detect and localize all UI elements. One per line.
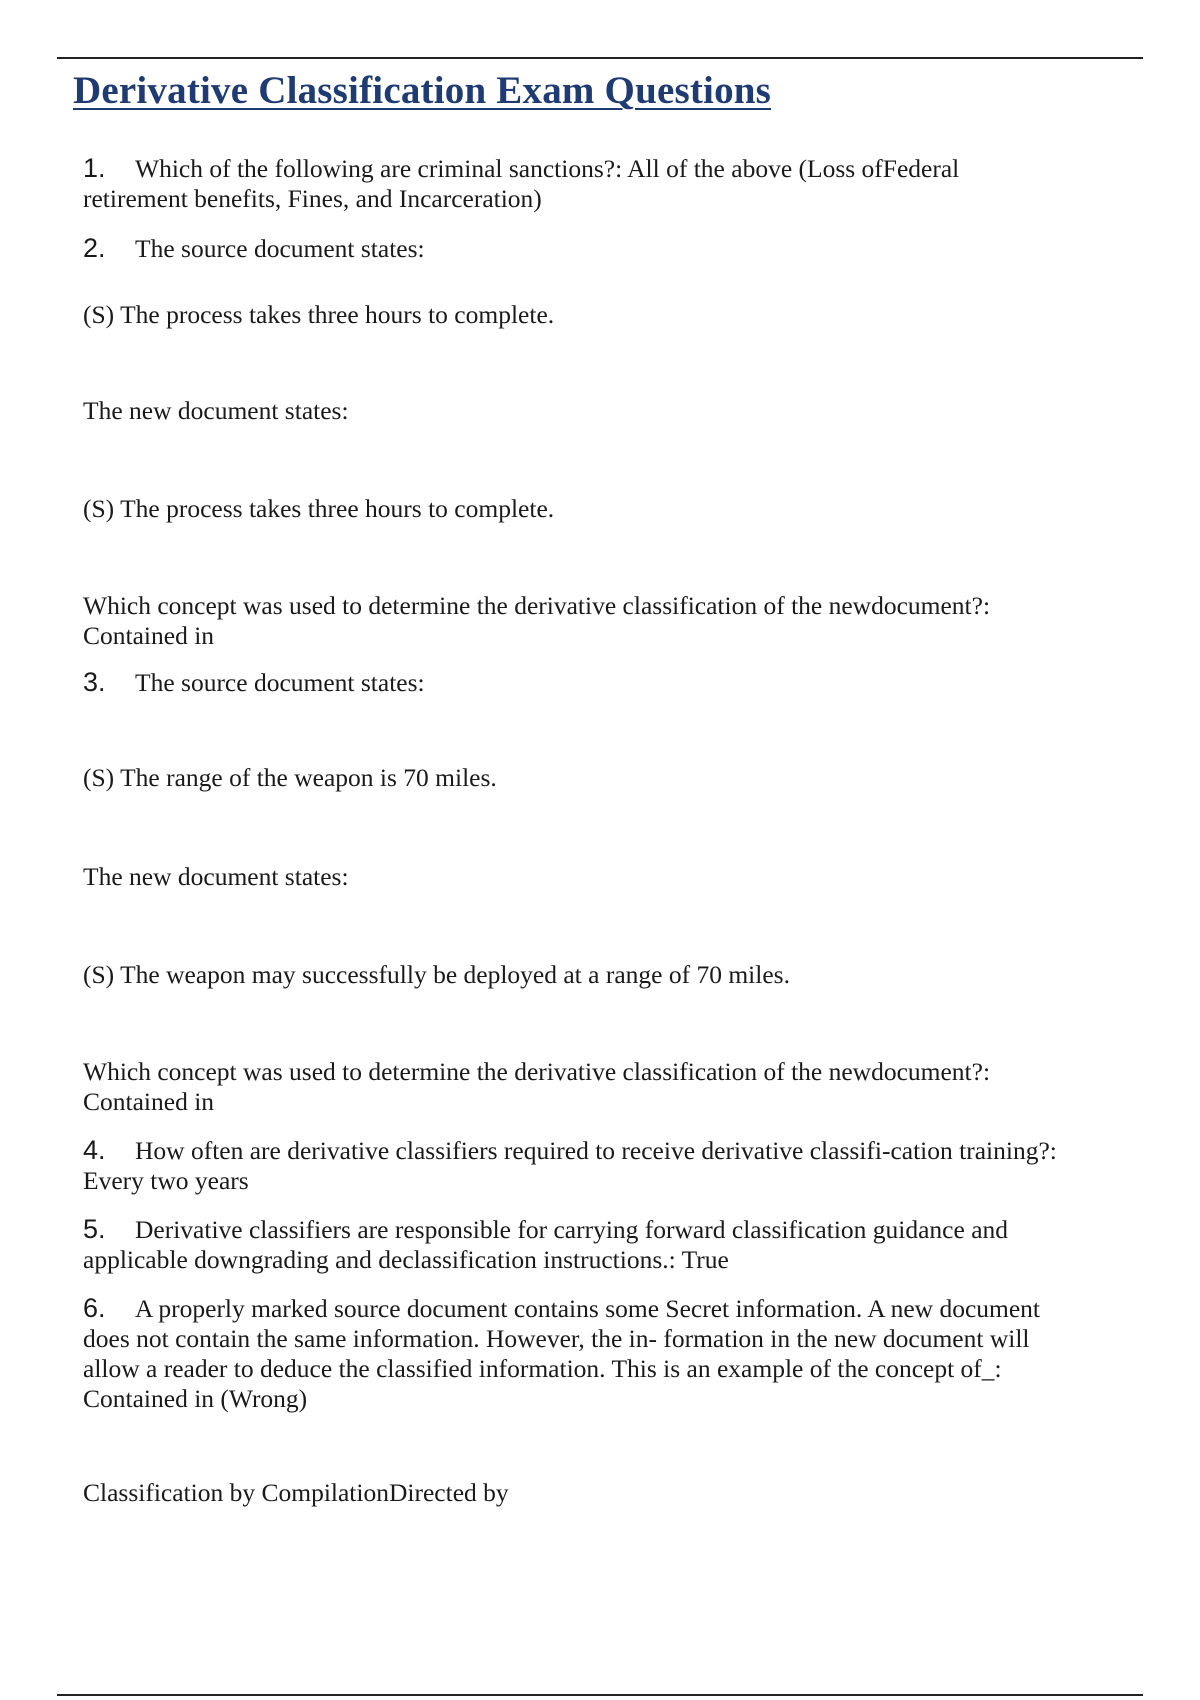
question-number: 5. <box>83 1214 106 1244</box>
question-text: Which concept was used to determine the derivative classification of the newdocument?: <box>83 591 991 620</box>
question-6 <box>83 1293 1153 1508</box>
question-1 <box>83 153 1153 233</box>
question-number: 2. <box>83 233 106 263</box>
source-statement: (S) The process takes three hours to complete. <box>83 300 555 329</box>
question-number: 1. <box>83 153 106 183</box>
question-list <box>83 153 1153 1508</box>
new-doc-label: The new document states: <box>83 396 349 425</box>
question-4 <box>83 1135 1153 1214</box>
question-text: Which concept was used to determine the derivative classification of the newdocument?: <box>83 1057 991 1086</box>
question-text: does not contain the same information. However, the in- formation in the new document will <box>83 1324 1030 1353</box>
question-text: applicable downgrading and declassification instructions.: True <box>83 1245 729 1274</box>
answer-text: Contained in <box>83 1087 215 1116</box>
question-5 <box>83 1214 1153 1293</box>
question-text: retirement benefits, Fines, and Incarceration) <box>83 184 542 213</box>
question-2 <box>83 233 1153 667</box>
new-doc-label: The new document states: <box>83 862 349 891</box>
question-text: A properly marked source document contains some Secret information. A new document <box>135 1294 1041 1323</box>
answer-text: Contained in (Wrong) <box>83 1384 308 1413</box>
question-number: 3. <box>83 667 106 697</box>
question-text: Derivative classifiers are responsible for carrying forward classification guidance and <box>135 1215 1009 1244</box>
new-statement: (S) The process takes three hours to complete. <box>83 494 555 523</box>
question-3 <box>83 667 1153 1135</box>
question-intro: The source document states: <box>135 668 425 697</box>
question-intro: The source document states: <box>135 234 425 263</box>
answer-continuation: Classification by CompilationDirected by <box>83 1478 509 1507</box>
new-statement: (S) The weapon may successfully be deployed at a range of 70 miles. <box>83 960 790 989</box>
answer-text: Contained in <box>83 621 215 650</box>
bottom-rule <box>57 1694 1143 1696</box>
answer-text: Every two years <box>83 1166 249 1195</box>
question-text: allow a reader to deduce the classified information. This is an example of the concept of_: <box>83 1354 1002 1383</box>
question-number: 4. <box>83 1135 106 1165</box>
question-number: 6. <box>83 1293 106 1323</box>
top-rule <box>57 57 1143 59</box>
source-statement: (S) The range of the weapon is 70 miles. <box>83 763 497 792</box>
question-text: Which of the following are criminal sanctions?: All of the above (Loss ofFederal <box>135 154 960 183</box>
page-title: Derivative Classification Exam Questions <box>73 69 772 112</box>
question-text: How often are derivative classifiers required to receive derivative classifi-cation training?: <box>135 1136 1057 1165</box>
